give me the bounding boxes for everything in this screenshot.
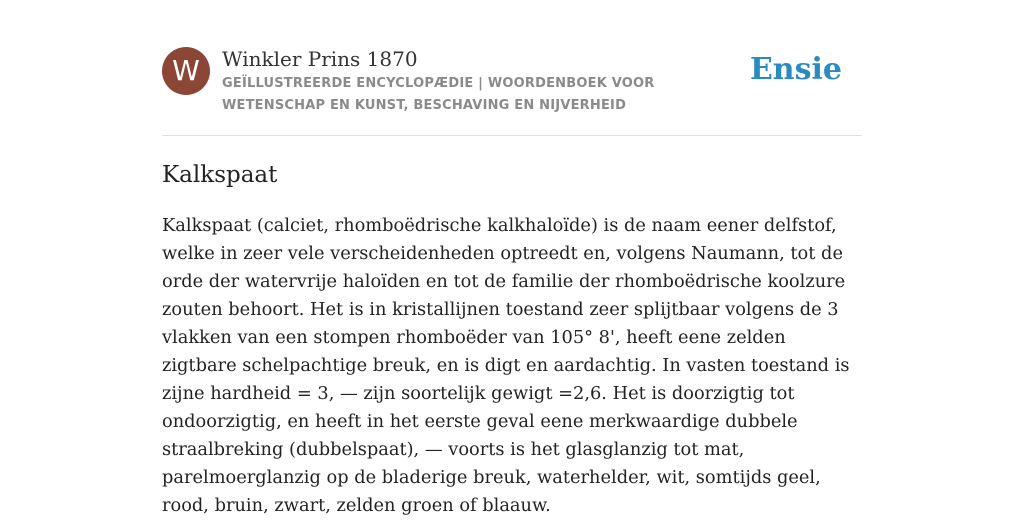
book-title[interactable]: Winkler Prins 1870 [222, 47, 418, 71]
ensie-logo[interactable]: Ensie [749, 52, 842, 87]
entry-title: Kalkspaat [162, 162, 278, 188]
header-divider [162, 135, 862, 136]
book-header [162, 44, 862, 134]
book-subtitle: GEÏLLUSTREERDE ENCYCLOPÆDIE | WOORDENBOEK VOOR WETENSCHAP EN KUNST, BESCHAVING EN NIJVERHEID [222, 76, 655, 113]
book-avatar[interactable]: W [162, 47, 210, 95]
entry-body: Kalkspaat (calciet, rhomboëdrische kalkhaloïde) is de naam eener delfstof, welke in zeer vele verscheidenheden optreedt en, volgens Naumann, tot de orde der watervrije haloïden en tot de familie der rhomboëdrische koolzure zouten behoort. Het is in kristallijnen toestand zeer splijtbaar volgens de 3 vlakken van een stompen rhomboëder van 105° 8', heeft eene zelden zigtbare schelpachtige breuk, en is digt en aardachtig. In vasten toestand is zijne hardheid = 3, — zijn soortelijk gewigt =2,6. Het is doorzigtig tot ondoorzigtig, en heeft in het eerste geval eene merkwaardige dubbele straalbreking (dubbelspaat), — voorts is het glasglanzig tot mat, parelmoerglanzig op de bladerige breuk, waterhelder, wit, somtijds geel, rood, bruin, zwart, zelden groen of blaauw. [162, 215, 850, 516]
